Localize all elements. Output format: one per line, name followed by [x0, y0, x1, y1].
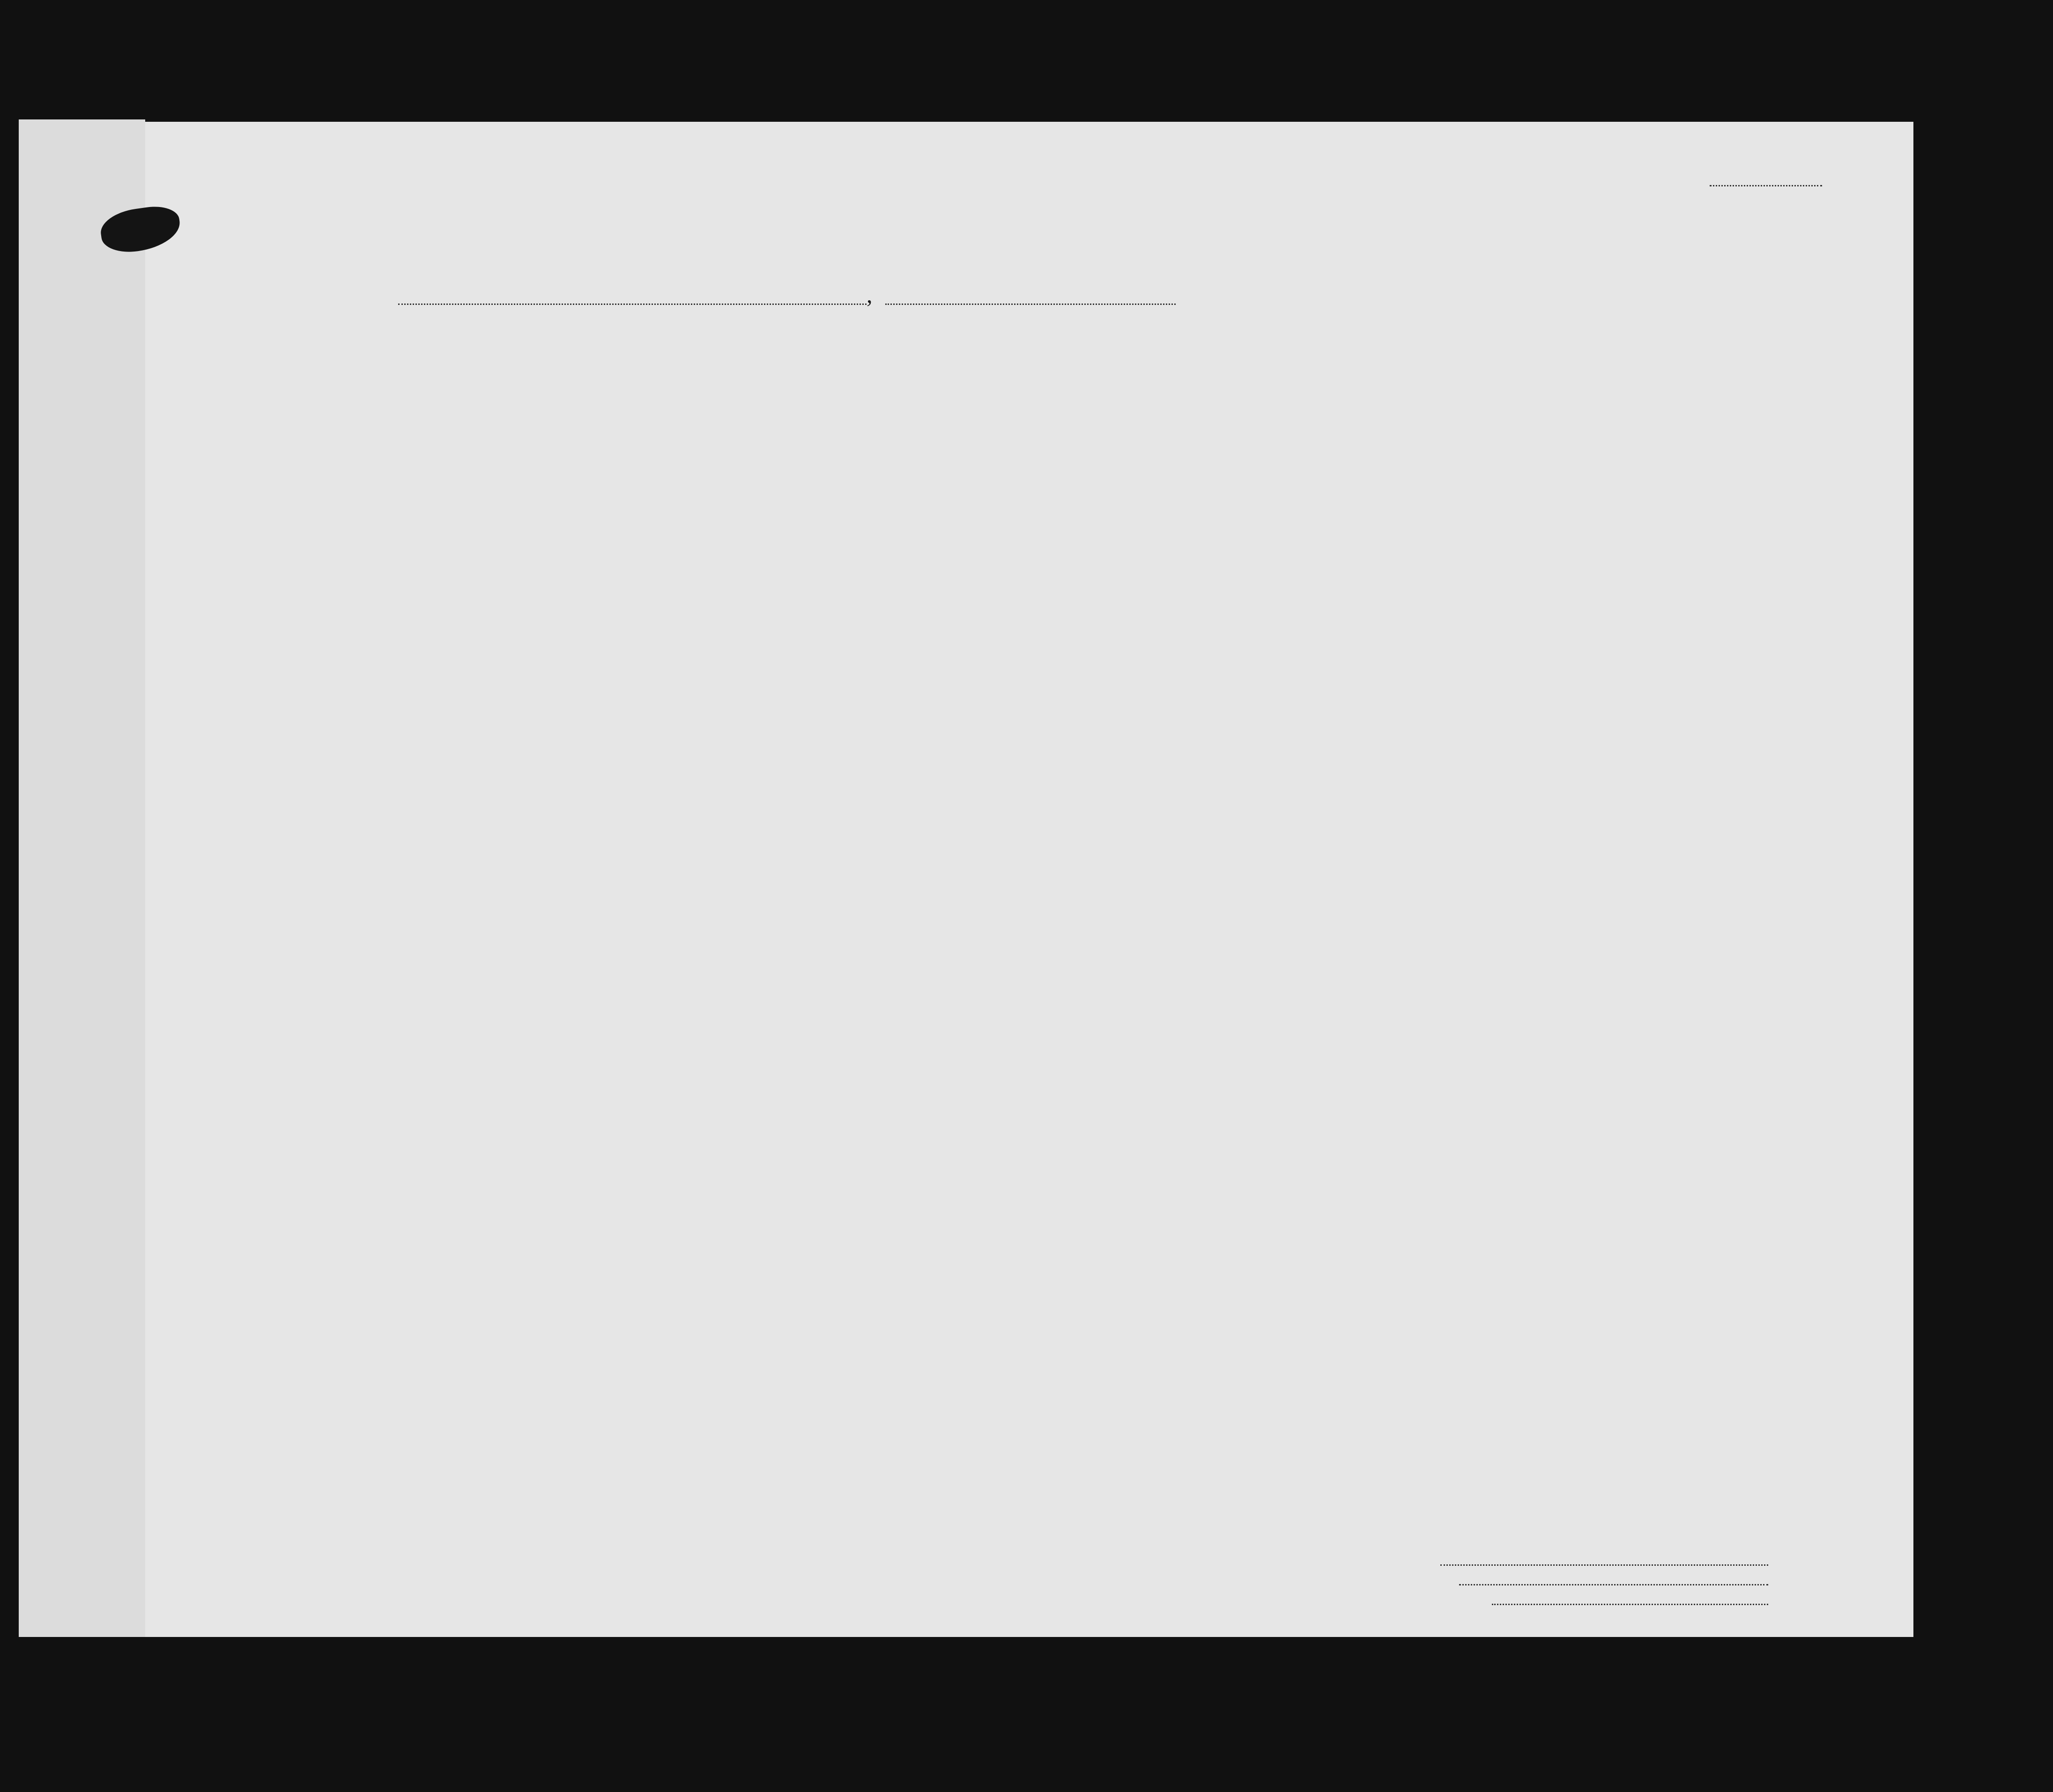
date-underline [885, 304, 1176, 305]
agents-underline [1492, 1604, 1768, 1605]
col30-header [1432, 365, 1448, 468]
comma: , [867, 281, 873, 308]
col31-header [1453, 365, 1469, 468]
owners-underline [1459, 1584, 1768, 1585]
list-underline [1710, 185, 1822, 186]
col24-c [1227, 386, 1251, 471]
col28-header [1347, 365, 1392, 468]
col25-header [1258, 365, 1294, 468]
port-underline [398, 304, 867, 305]
col24-a [1155, 386, 1192, 471]
col29-header [1396, 365, 1428, 468]
line-underline [1440, 1564, 1768, 1566]
col24-b [1199, 386, 1223, 471]
